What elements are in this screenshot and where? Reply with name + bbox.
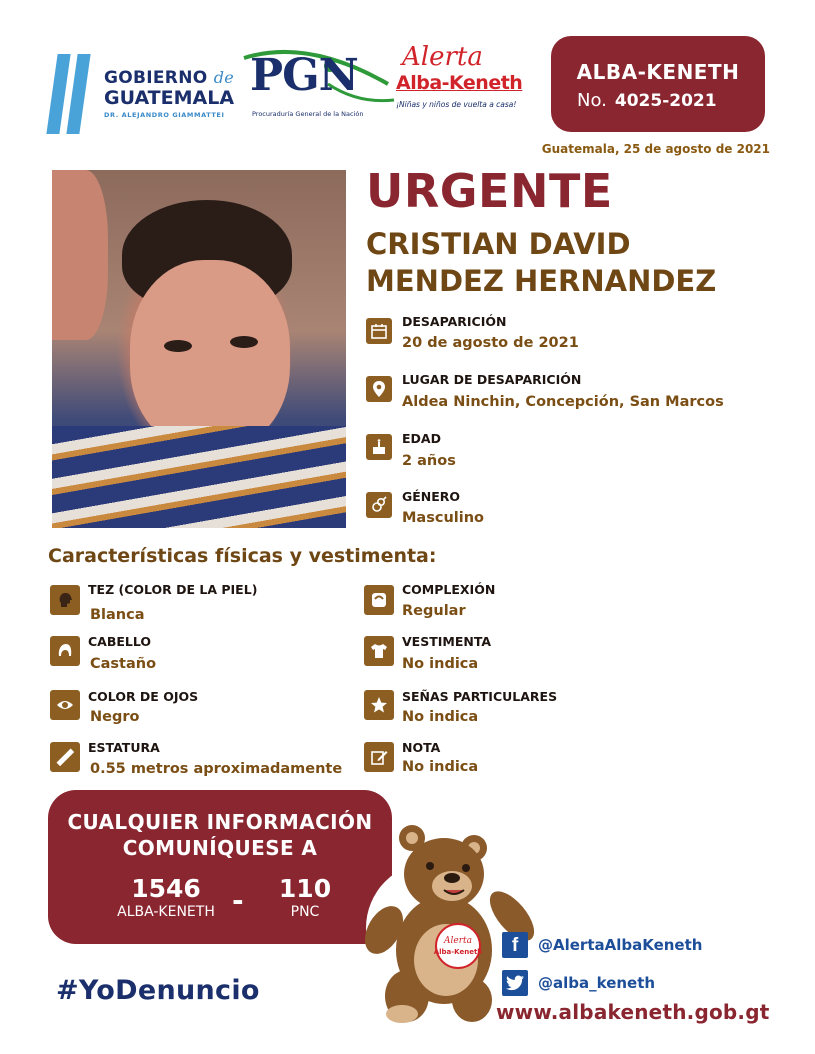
guatemala-logo-text: GUATEMALA [104, 87, 235, 109]
distinguishing-marks-value: No indica [402, 709, 479, 725]
bear-badge-text-2: Alba-Keneth [433, 948, 483, 956]
twitter-handle[interactable]: @alba_keneth [538, 974, 656, 992]
hair-label: CABELLO [88, 634, 152, 649]
hair-value: Castaño [90, 656, 157, 672]
gender-icon [366, 492, 392, 518]
twitter-icon[interactable] [502, 970, 528, 996]
disappearance-date-value: 20 de agosto de 2021 [402, 335, 579, 351]
note-label: NOTA [402, 740, 441, 755]
alba-keneth-phone-number: 1546 [131, 874, 201, 903]
president-name: DR. ALEJANDRO GIAMMATTEI [104, 111, 225, 119]
head-profile-icon [50, 585, 80, 615]
gobierno-bars-icon [48, 54, 94, 134]
pnc-phone-number: 110 [278, 874, 332, 903]
note-edit-icon [364, 742, 394, 772]
contact-info-box [48, 790, 392, 944]
birthday-cake-icon [366, 434, 392, 460]
alerta-logo-text: Alerta [402, 42, 483, 72]
issue-date: Guatemala, 25 de agosto de 2021 [541, 142, 770, 156]
contact-heading-line1: CUALQUIER INFORMACIÓN [67, 810, 373, 834]
alba-keneth-logo-text: Alba-Keneth [396, 72, 523, 94]
pgn-logo-text: PGN [250, 50, 358, 101]
eye-color-value: Negro [90, 709, 140, 725]
gobierno-logo-text: GOBIERNO de [104, 68, 235, 88]
disappearance-place-label: LUGAR DE DESAPARICIÓN [402, 372, 582, 387]
gobierno-guatemala-logo [48, 52, 238, 134]
characteristics-heading: Características físicas y vestimenta: [48, 545, 437, 567]
location-pin-icon [366, 376, 392, 402]
hashtag: #YoDenuncio [56, 975, 260, 1006]
case-title: ALBA-KENETH [576, 60, 740, 84]
hair-icon [50, 636, 80, 666]
eye-color-label: COLOR DE OJOS [88, 689, 199, 704]
age-label: EDAD [402, 431, 441, 446]
case-number-badge [551, 36, 765, 132]
ruler-icon [50, 742, 80, 772]
shirt-icon [364, 636, 394, 666]
facebook-handle[interactable]: @AlertaAlbaKeneth [538, 936, 703, 954]
pgn-subtitle: Procuraduría General de la Nación [252, 110, 364, 118]
eye-icon [50, 690, 80, 720]
distinguishing-marks-label: SEÑAS PARTICULARES [402, 689, 558, 704]
height-value: 0.55 metros aproximadamente [90, 761, 343, 777]
build-label: COMPLEXIÓN [402, 582, 496, 597]
number-separator: - [232, 884, 244, 917]
contact-heading-line2: COMUNÍQUESE A [122, 836, 318, 860]
website-link[interactable]: www.albakeneth.gob.gt [496, 1000, 770, 1024]
skin-tone-value: Blanca [90, 607, 145, 623]
scale-icon [364, 585, 394, 615]
child-name-line1: CRISTIAN DAVID [366, 227, 631, 261]
calendar-icon [366, 318, 392, 344]
age-value: 2 años [402, 453, 456, 469]
star-icon [364, 690, 394, 720]
alba-keneth-phone-label: ALBA-KENETH [117, 904, 215, 920]
height-label: ESTATURA [88, 740, 160, 755]
alerta-tagline: ¡Niñas y niños de vuelta a casa! [396, 100, 517, 109]
child-name-line2: MENDEZ HERNANDEZ [366, 264, 717, 298]
missing-child-photo [52, 170, 346, 528]
clothing-value: No indica [402, 656, 479, 672]
build-value: Regular [402, 603, 466, 619]
disappearance-place-value: Aldea Ninchin, Concepción, San Marcos [402, 394, 724, 410]
note-value: No indica [402, 759, 479, 775]
urgent-heading: URGENTE [366, 164, 613, 218]
bear-badge-text-1: Alerta [444, 936, 472, 946]
gender-label: GÉNERO [402, 489, 461, 504]
pnc-phone-label: PNC [290, 904, 320, 920]
pgn-logo [238, 44, 398, 124]
alerta-alba-keneth-logo [396, 42, 538, 118]
clothing-label: VESTIMENTA [402, 634, 492, 649]
case-number: No. 4025-2021 [577, 90, 717, 111]
gender-value: Masculino [402, 510, 484, 526]
skin-tone-label: TEZ (COLOR DE LA PIEL) [88, 582, 258, 597]
facebook-icon[interactable]: f [502, 932, 528, 958]
disappearance-date-label: DESAPARICIÓN [402, 314, 507, 329]
bear-mascot [362, 818, 542, 1028]
